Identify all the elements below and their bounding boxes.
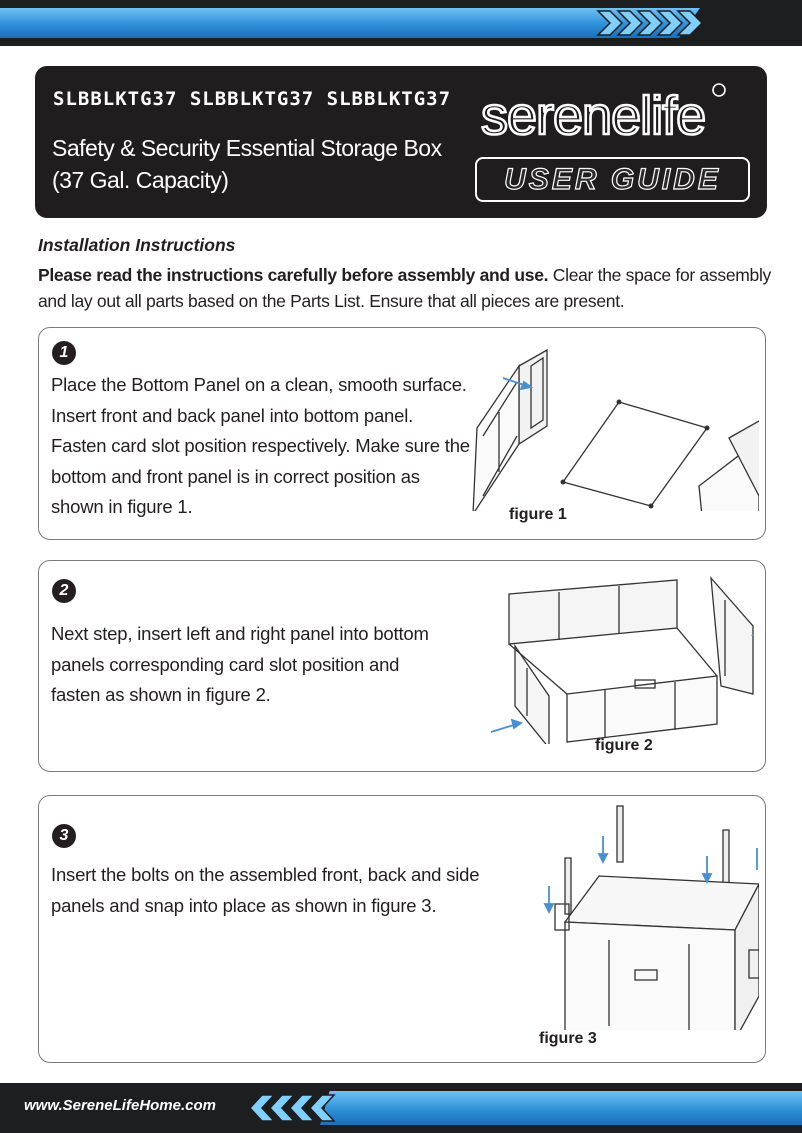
intro-paragraph — [38, 262, 778, 314]
website-link[interactable]: www.SereneLifeHome.com — [24, 1097, 216, 1114]
intro-text: Clear the space for assembly and lay out all parts based on the Parts List. Ensure that all pieces are present. — [38, 265, 771, 311]
user-guide-label: USER GUIDE — [504, 163, 721, 196]
brand-name: serenelife — [481, 86, 706, 146]
step-3-panel — [38, 795, 766, 1063]
product-title-line2: (37 Gal. Capacity) — [52, 167, 229, 193]
top-banner — [0, 0, 802, 46]
figure-2-caption: figure 2 — [595, 737, 653, 754]
step-1-text: Place the Bottom Panel on a clean, smooth surface. Insert front and back panel into bottom panel. Fasten card slot position respectively. Make sure the bottom and front panel is in correct position as shown in figure 1. — [51, 374, 470, 517]
product-title — [52, 132, 472, 196]
brand-logo — [475, 80, 765, 150]
step-1-panel — [38, 327, 766, 540]
user-guide-badge — [475, 157, 750, 202]
model-code: SLBBLKTG37 SLBBLKTG37 SLBBLKTG37 — [53, 88, 452, 110]
top-banner-stripe — [0, 8, 700, 38]
figure-1-illustration — [459, 336, 759, 511]
section-heading: Installation Instructions — [38, 235, 236, 255]
step-2-number: 2 — [52, 579, 76, 603]
step-1-number: 1 — [52, 341, 76, 365]
chevrons-left-icon — [246, 1093, 336, 1123]
header-box — [35, 66, 767, 218]
bottom-banner — [0, 1083, 802, 1133]
product-title-line1: Safety & Security Essential Storage Box — [52, 135, 442, 161]
figure-1-caption: figure 1 — [509, 506, 567, 523]
figure-2-illustration — [449, 566, 754, 744]
figure-3-caption: figure 3 — [539, 1030, 597, 1047]
figure-3-illustration — [499, 800, 759, 1030]
chevrons-right-icon — [596, 9, 706, 37]
step-2-text: Next step, insert left and right panel into bottom panels corresponding card slot position and fasten as shown in figure 2. — [51, 623, 429, 705]
step-2-panel — [38, 560, 766, 772]
intro-bold: Please read the instructions carefully before assembly and use. — [38, 265, 549, 285]
infinity-icon — [713, 84, 725, 96]
bottom-banner-stripe — [320, 1091, 802, 1125]
step-3-number: 3 — [52, 824, 76, 848]
step-3-text: Insert the bolts on the assembled front, back and side panels and snap into place as shown in figure 3. — [51, 864, 480, 916]
